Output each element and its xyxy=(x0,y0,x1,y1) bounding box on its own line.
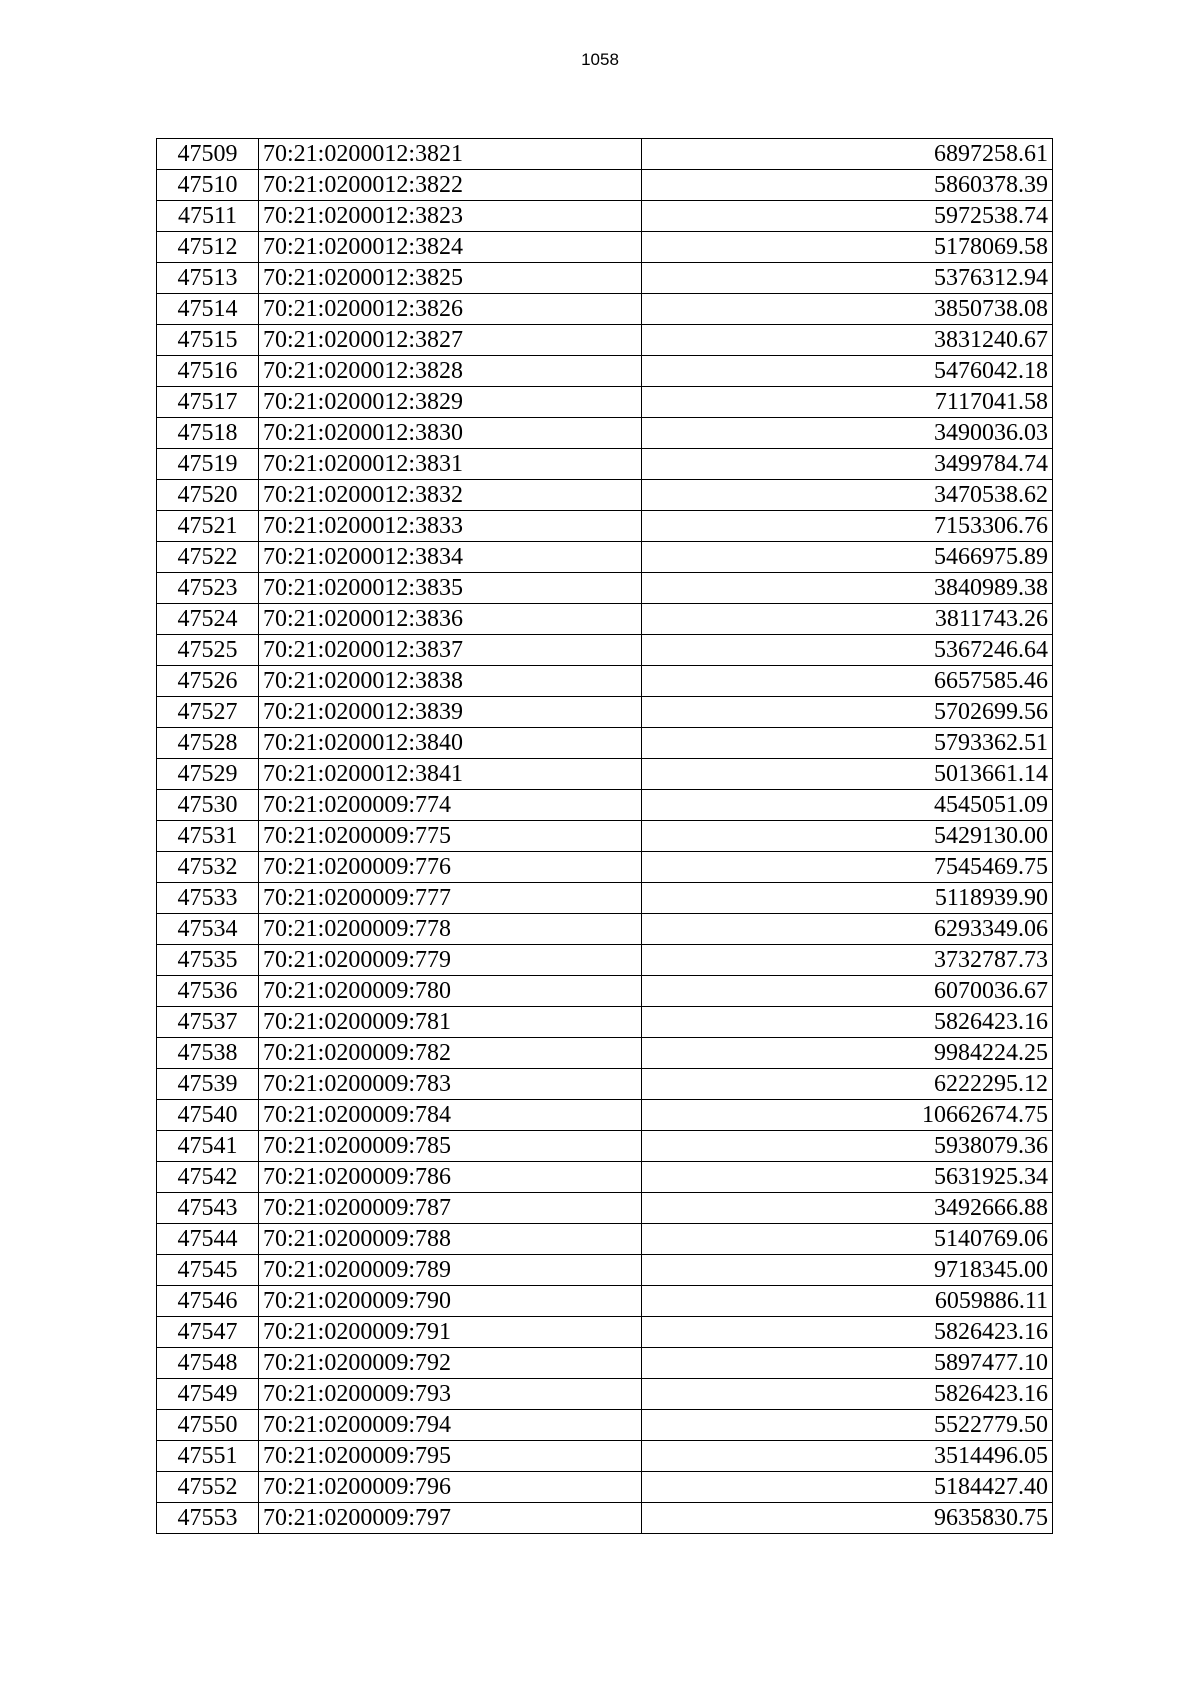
cadastral-value-cell: 5702699.56 xyxy=(642,697,1053,728)
table-row xyxy=(157,170,1053,201)
row-number-cell: 47547 xyxy=(157,1317,259,1348)
row-number-cell: 47538 xyxy=(157,1038,259,1069)
cadastral-number-cell: 70:21:0200009:787 xyxy=(259,1193,642,1224)
cadastral-value-cell: 5897477.10 xyxy=(642,1348,1053,1379)
row-number-cell: 47543 xyxy=(157,1193,259,1224)
cadastral-value-cell: 5429130.00 xyxy=(642,821,1053,852)
cadastral-value-cell: 9984224.25 xyxy=(642,1038,1053,1069)
registry-table xyxy=(156,138,1053,1534)
cadastral-value-cell: 5466975.89 xyxy=(642,542,1053,573)
table-row xyxy=(157,294,1053,325)
row-number-cell: 47524 xyxy=(157,604,259,635)
table-row xyxy=(157,1255,1053,1286)
cadastral-number-cell: 70:21:0200012:3826 xyxy=(259,294,642,325)
cadastral-value-cell: 5522779.50 xyxy=(642,1410,1053,1441)
cadastral-number-cell: 70:21:0200009:782 xyxy=(259,1038,642,1069)
cadastral-number-cell: 70:21:0200012:3828 xyxy=(259,356,642,387)
row-number-cell: 47515 xyxy=(157,325,259,356)
cadastral-number-cell: 70:21:0200012:3834 xyxy=(259,542,642,573)
row-number-cell: 47517 xyxy=(157,387,259,418)
row-number-cell: 47526 xyxy=(157,666,259,697)
cadastral-value-cell: 3732787.73 xyxy=(642,945,1053,976)
table-row xyxy=(157,635,1053,666)
table-row xyxy=(157,1286,1053,1317)
cadastral-value-cell: 7117041.58 xyxy=(642,387,1053,418)
row-number-cell: 47549 xyxy=(157,1379,259,1410)
table-row xyxy=(157,1379,1053,1410)
cadastral-number-cell: 70:21:0200009:780 xyxy=(259,976,642,1007)
table-row xyxy=(157,511,1053,542)
cadastral-number-cell: 70:21:0200012:3835 xyxy=(259,573,642,604)
row-number-cell: 47534 xyxy=(157,914,259,945)
row-number-cell: 47529 xyxy=(157,759,259,790)
cadastral-value-cell: 5860378.39 xyxy=(642,170,1053,201)
cadastral-value-cell: 3840989.38 xyxy=(642,573,1053,604)
row-number-cell: 47516 xyxy=(157,356,259,387)
cadastral-value-cell: 7545469.75 xyxy=(642,852,1053,883)
table-row xyxy=(157,914,1053,945)
row-number-cell: 47545 xyxy=(157,1255,259,1286)
cadastral-number-cell: 70:21:0200012:3840 xyxy=(259,728,642,759)
cadastral-value-cell: 6657585.46 xyxy=(642,666,1053,697)
table-row xyxy=(157,697,1053,728)
cadastral-value-cell: 5118939.90 xyxy=(642,883,1053,914)
row-number-cell: 47540 xyxy=(157,1100,259,1131)
row-number-cell: 47553 xyxy=(157,1503,259,1534)
cadastral-number-cell: 70:21:0200012:3831 xyxy=(259,449,642,480)
cadastral-value-cell: 5972538.74 xyxy=(642,201,1053,232)
row-number-cell: 47511 xyxy=(157,201,259,232)
cadastral-value-cell: 5631925.34 xyxy=(642,1162,1053,1193)
cadastral-number-cell: 70:21:0200009:795 xyxy=(259,1441,642,1472)
cadastral-number-cell: 70:21:0200009:790 xyxy=(259,1286,642,1317)
cadastral-value-cell: 6897258.61 xyxy=(642,139,1053,170)
cadastral-value-cell: 6293349.06 xyxy=(642,914,1053,945)
table-row xyxy=(157,821,1053,852)
cadastral-value-cell: 3499784.74 xyxy=(642,449,1053,480)
row-number-cell: 47519 xyxy=(157,449,259,480)
table-row xyxy=(157,480,1053,511)
table-row xyxy=(157,263,1053,294)
cadastral-number-cell: 70:21:0200009:775 xyxy=(259,821,642,852)
row-number-cell: 47528 xyxy=(157,728,259,759)
table-row xyxy=(157,666,1053,697)
cadastral-number-cell: 70:21:0200009:796 xyxy=(259,1472,642,1503)
table-row xyxy=(157,1224,1053,1255)
cadastral-number-cell: 70:21:0200012:3822 xyxy=(259,170,642,201)
cadastral-number-cell: 70:21:0200009:785 xyxy=(259,1131,642,1162)
row-number-cell: 47520 xyxy=(157,480,259,511)
row-number-cell: 47550 xyxy=(157,1410,259,1441)
cadastral-value-cell: 9635830.75 xyxy=(642,1503,1053,1534)
cadastral-value-cell: 5140769.06 xyxy=(642,1224,1053,1255)
row-number-cell: 47522 xyxy=(157,542,259,573)
cadastral-number-cell: 70:21:0200009:779 xyxy=(259,945,642,976)
cadastral-value-cell: 6059886.11 xyxy=(642,1286,1053,1317)
table-row xyxy=(157,139,1053,170)
row-number-cell: 47552 xyxy=(157,1472,259,1503)
cadastral-number-cell: 70:21:0200012:3824 xyxy=(259,232,642,263)
cadastral-number-cell: 70:21:0200009:793 xyxy=(259,1379,642,1410)
cadastral-number-cell: 70:21:0200012:3833 xyxy=(259,511,642,542)
table-row xyxy=(157,1162,1053,1193)
cadastral-value-cell: 9718345.00 xyxy=(642,1255,1053,1286)
row-number-cell: 47521 xyxy=(157,511,259,542)
cadastral-number-cell: 70:21:0200012:3838 xyxy=(259,666,642,697)
cadastral-number-cell: 70:21:0200012:3825 xyxy=(259,263,642,294)
cadastral-value-cell: 5367246.64 xyxy=(642,635,1053,666)
row-number-cell: 47530 xyxy=(157,790,259,821)
cadastral-number-cell: 70:21:0200012:3836 xyxy=(259,604,642,635)
row-number-cell: 47532 xyxy=(157,852,259,883)
table-row xyxy=(157,604,1053,635)
cadastral-value-cell: 5826423.16 xyxy=(642,1379,1053,1410)
row-number-cell: 47527 xyxy=(157,697,259,728)
cadastral-number-cell: 70:21:0200009:784 xyxy=(259,1100,642,1131)
cadastral-number-cell: 70:21:0200012:3827 xyxy=(259,325,642,356)
row-number-cell: 47539 xyxy=(157,1069,259,1100)
table-row xyxy=(157,387,1053,418)
table-row xyxy=(157,1131,1053,1162)
page-number: 1058 xyxy=(581,50,619,69)
table-row xyxy=(157,1193,1053,1224)
cadastral-value-cell: 3850738.08 xyxy=(642,294,1053,325)
cadastral-number-cell: 70:21:0200012:3829 xyxy=(259,387,642,418)
cadastral-number-cell: 70:21:0200012:3823 xyxy=(259,201,642,232)
cadastral-number-cell: 70:21:0200009:783 xyxy=(259,1069,642,1100)
cadastral-value-cell: 6222295.12 xyxy=(642,1069,1053,1100)
row-number-cell: 47537 xyxy=(157,1007,259,1038)
cadastral-number-cell: 70:21:0200009:777 xyxy=(259,883,642,914)
cadastral-value-cell: 10662674.75 xyxy=(642,1100,1053,1131)
row-number-cell: 47544 xyxy=(157,1224,259,1255)
row-number-cell: 47546 xyxy=(157,1286,259,1317)
cadastral-number-cell: 70:21:0200009:791 xyxy=(259,1317,642,1348)
row-number-cell: 47531 xyxy=(157,821,259,852)
cadastral-number-cell: 70:21:0200009:789 xyxy=(259,1255,642,1286)
row-number-cell: 47535 xyxy=(157,945,259,976)
table-row xyxy=(157,1472,1053,1503)
row-number-cell: 47533 xyxy=(157,883,259,914)
table-row xyxy=(157,573,1053,604)
row-number-cell: 47551 xyxy=(157,1441,259,1472)
table-row xyxy=(157,1348,1053,1379)
cadastral-value-cell: 5826423.16 xyxy=(642,1317,1053,1348)
row-number-cell: 47542 xyxy=(157,1162,259,1193)
row-number-cell: 47523 xyxy=(157,573,259,604)
row-number-cell: 47541 xyxy=(157,1131,259,1162)
cadastral-number-cell: 70:21:0200012:3832 xyxy=(259,480,642,511)
cadastral-value-cell: 5184427.40 xyxy=(642,1472,1053,1503)
row-number-cell: 47548 xyxy=(157,1348,259,1379)
table-row xyxy=(157,976,1053,1007)
table-row xyxy=(157,945,1053,976)
cadastral-value-cell: 7153306.76 xyxy=(642,511,1053,542)
table-row xyxy=(157,232,1053,263)
cadastral-number-cell: 70:21:0200012:3839 xyxy=(259,697,642,728)
cadastral-number-cell: 70:21:0200012:3841 xyxy=(259,759,642,790)
cadastral-value-cell: 5793362.51 xyxy=(642,728,1053,759)
cadastral-number-cell: 70:21:0200009:797 xyxy=(259,1503,642,1534)
cadastral-value-cell: 5938079.36 xyxy=(642,1131,1053,1162)
table-row xyxy=(157,1410,1053,1441)
cadastral-value-cell: 4545051.09 xyxy=(642,790,1053,821)
cadastral-number-cell: 70:21:0200009:781 xyxy=(259,1007,642,1038)
cadastral-value-cell: 5178069.58 xyxy=(642,232,1053,263)
cadastral-value-cell: 3831240.67 xyxy=(642,325,1053,356)
cadastral-value-cell: 6070036.67 xyxy=(642,976,1053,1007)
cadastral-number-cell: 70:21:0200012:3830 xyxy=(259,418,642,449)
table-row xyxy=(157,1038,1053,1069)
table-row xyxy=(157,852,1053,883)
table-row xyxy=(157,418,1053,449)
row-number-cell: 47518 xyxy=(157,418,259,449)
table-row xyxy=(157,1317,1053,1348)
row-number-cell: 47512 xyxy=(157,232,259,263)
cadastral-value-cell: 3811743.26 xyxy=(642,604,1053,635)
cadastral-value-cell: 3492666.88 xyxy=(642,1193,1053,1224)
table-row xyxy=(157,883,1053,914)
cadastral-value-cell: 3490036.03 xyxy=(642,418,1053,449)
table-row xyxy=(157,728,1053,759)
cadastral-number-cell: 70:21:0200009:778 xyxy=(259,914,642,945)
row-number-cell: 47513 xyxy=(157,263,259,294)
cadastral-number-cell: 70:21:0200009:794 xyxy=(259,1410,642,1441)
cadastral-value-cell: 3514496.05 xyxy=(642,1441,1053,1472)
cadastral-value-cell: 5826423.16 xyxy=(642,1007,1053,1038)
cadastral-value-cell: 3470538.62 xyxy=(642,480,1053,511)
cadastral-value-cell: 5376312.94 xyxy=(642,263,1053,294)
cadastral-number-cell: 70:21:0200012:3837 xyxy=(259,635,642,666)
table-row xyxy=(157,1441,1053,1472)
cadastral-number-cell: 70:21:0200009:792 xyxy=(259,1348,642,1379)
row-number-cell: 47514 xyxy=(157,294,259,325)
table-row xyxy=(157,1100,1053,1131)
cadastral-number-cell: 70:21:0200009:786 xyxy=(259,1162,642,1193)
row-number-cell: 47536 xyxy=(157,976,259,1007)
table-row xyxy=(157,1069,1053,1100)
table-row xyxy=(157,759,1053,790)
table-row xyxy=(157,1503,1053,1534)
table-row xyxy=(157,542,1053,573)
table-row xyxy=(157,325,1053,356)
row-number-cell: 47509 xyxy=(157,139,259,170)
table-row xyxy=(157,790,1053,821)
row-number-cell: 47510 xyxy=(157,170,259,201)
table-row xyxy=(157,201,1053,232)
row-number-cell: 47525 xyxy=(157,635,259,666)
cadastral-number-cell: 70:21:0200012:3821 xyxy=(259,139,642,170)
cadastral-value-cell: 5476042.18 xyxy=(642,356,1053,387)
table-row xyxy=(157,356,1053,387)
cadastral-value-cell: 5013661.14 xyxy=(642,759,1053,790)
cadastral-number-cell: 70:21:0200009:788 xyxy=(259,1224,642,1255)
table-row xyxy=(157,1007,1053,1038)
table-body xyxy=(157,139,1053,1534)
table-row xyxy=(157,449,1053,480)
cadastral-number-cell: 70:21:0200009:774 xyxy=(259,790,642,821)
cadastral-number-cell: 70:21:0200009:776 xyxy=(259,852,642,883)
